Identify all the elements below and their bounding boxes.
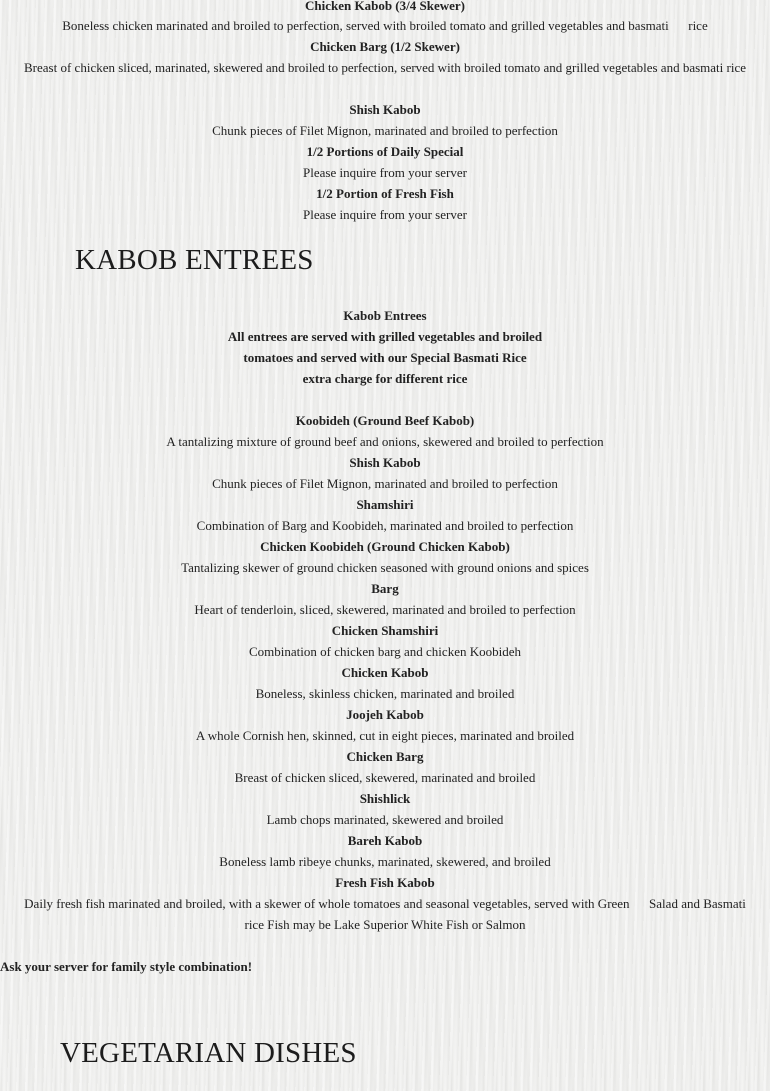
item-name: Chicken Kabob (3/4 Skewer) [305,0,465,13]
family-style-note: Ask your server for family style combination! [0,959,253,974]
item-description: Breast of chicken sliced, skewered, marinated and broiled [234,770,536,785]
item-name: Koobideh (Ground Beef Kabob) [295,413,475,428]
item-name: Chicken Barg [346,749,424,764]
intro-text: tomatoes and served with our Special Basmati Rice [243,350,527,365]
item-name: Chicken Barg (1/2 Skewer) [310,39,460,54]
item-description: Combination of chicken barg and chicken Koobideh [249,644,521,659]
item-name: Shish Kabob [349,455,421,470]
item-description: Chunk pieces of Filet Mignon, marinated and broiled to perfection [212,123,558,138]
item-description: Daily fresh fish marinated and broiled, with a skewer of whole tomatoes and seasonal vegetables, served with Green Salad and Basmati rice Fish may be Lake Superior White Fish or Salmon [24,896,750,932]
section-heading-vegetarian-dishes: VEGETARIAN DISHES [60,1037,357,1069]
item-description: Boneless lamb ribeye chunks, marinated, skewered, and broiled [219,854,551,869]
item-name: Joojeh Kabob [346,707,424,722]
item-name: Barg [371,581,399,596]
item-description: Please inquire from your server [303,165,467,180]
item-name: Shish Kabob [349,102,421,117]
item-description: Boneless, skinless chicken, marinated and broiled [255,686,515,701]
item-name: Fresh Fish Kabob [335,875,435,890]
item-description: Breast of chicken sliced, marinated, skewered and broiled to perfection, served with broiled tomato and grilled vegetables and basmati rice [24,60,746,75]
item-description: Lamb chops marinated, skewered and broiled [266,812,504,827]
intro-text: All entrees are served with grilled vegetables and broiled [227,329,543,344]
item-name: Shamshiri [356,497,414,512]
item-name: Shishlick [359,791,411,806]
item-description: A whole Cornish hen, skinned, cut in eight pieces, marinated and broiled [195,728,575,743]
item-name: 1/2 Portions of Daily Special [306,144,464,159]
section-heading-kabob-entrees: KABOB ENTREES [75,244,314,276]
intro-text: extra charge for different rice [302,371,468,386]
item-name: Chicken Koobideh (Ground Chicken Kabob) [260,539,510,554]
item-name: 1/2 Portion of Fresh Fish [316,186,454,201]
item-description: A tantalizing mixture of ground beef and onions, skewered and broiled to perfection [166,434,604,449]
item-name: Bareh Kabob [347,833,423,848]
item-description: Chunk pieces of Filet Mignon, marinated and broiled to perfection [212,476,558,491]
item-description: Combination of Barg and Koobideh, marinated and broiled to perfection [196,518,574,533]
intro-title: Kabob Entrees [343,308,427,323]
item-description: Please inquire from your server [303,207,467,222]
item-name: Chicken Kabob [341,665,429,680]
item-name: Chicken Shamshiri [331,623,439,638]
item-description: Boneless chicken marinated and broiled to perfection, served with broiled tomato and grilled vegetables and basmati rice [62,18,708,33]
item-description: Heart of tenderloin, sliced, skewered, marinated and broiled to perfection [194,602,576,617]
item-description: Tantalizing skewer of ground chicken seasoned with ground onions and spices [181,560,589,575]
